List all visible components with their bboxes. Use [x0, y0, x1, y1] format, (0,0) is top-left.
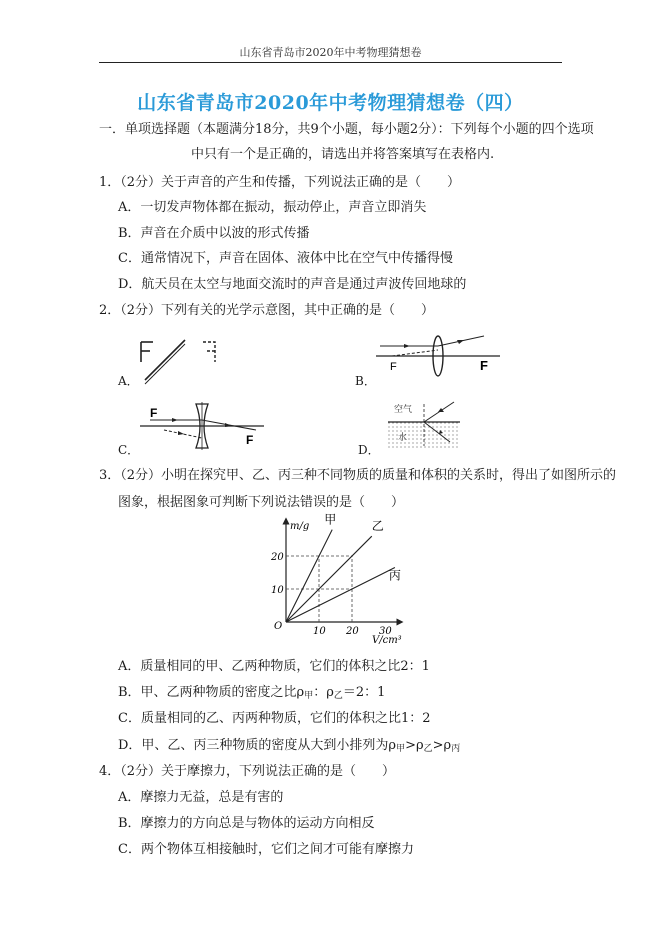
- q3-option-c: C．质量相同的乙、丙两种物质，它们的体积之比1：2: [118, 711, 431, 726]
- q2-d-air-label: 空气: [394, 405, 413, 415]
- q3-option-b: [118, 684, 385, 705]
- q3-stem-line2: 图象，根据图象可判断下列说法错误的是（ ）: [118, 495, 405, 510]
- q1-stem: 1．（2分）关于声音的产生和传播，下列说法正确的是（ ）: [99, 175, 461, 190]
- q3-option-b-sub-yi: 乙: [333, 691, 343, 701]
- series-label-0: 甲: [324, 512, 337, 527]
- q4-option-c: C．两个物体互相接触时，它们之间才可能有摩擦力: [118, 842, 414, 857]
- header-divider: [99, 62, 562, 63]
- q2-label-d: D．: [358, 443, 380, 457]
- q2-stem: 2．（2分）下列有关的光学示意图，其中正确的是（ ）: [99, 303, 435, 318]
- y-tick-label-10: 10: [271, 585, 284, 596]
- q3-option-b-text2: ：ρ: [313, 685, 334, 700]
- q3-option-d-text3: >ρ: [432, 738, 452, 753]
- q2-c-focus-right: F: [246, 433, 254, 447]
- q2-figure-c-concave-lens: [140, 400, 264, 450]
- q1-option-b: B．声音在介质中以波的形式传播: [118, 226, 310, 241]
- q3-option-d: [118, 737, 460, 758]
- q3-mass-volume-chart: [268, 512, 408, 650]
- x-tick-label-30: 30: [379, 626, 392, 637]
- q3-option-a: A．质量相同的甲、乙两种物质，它们的体积之比2：1: [118, 659, 430, 674]
- series-line-0: [286, 530, 332, 622]
- q2-d-water-label: 水: [398, 433, 408, 443]
- q3-option-d-sub-yi: 乙: [423, 744, 433, 754]
- q2-b-focus-right: F: [480, 358, 488, 373]
- q3-option-b-sub-jia: 甲: [304, 691, 314, 701]
- y-axis-label: m/g: [290, 521, 310, 532]
- q1-option-a: A．一切发声物体都在振动，振动停止，声音立即消失: [118, 200, 427, 215]
- x-axis-label: V/cm³: [372, 635, 402, 646]
- series-label-1: 乙: [371, 519, 384, 534]
- q3-option-d-sub-bing: 丙: [451, 744, 461, 754]
- q2-label-a: A．: [118, 374, 139, 388]
- q4-stem: 4．（2分）关于摩擦力，下列说法正确的是（ ）: [99, 764, 396, 779]
- q1-option-c: C．通常情况下，声音在固体、液体中比在空气中传播得慢: [118, 251, 453, 266]
- y-tick-label-20: 20: [271, 552, 284, 563]
- origin-label: O: [274, 621, 283, 632]
- section-instructions-line1: 一．单项选择题（本题满分18分，共9个小题，每小题2分）：下列每个小题的四个选项: [99, 122, 594, 137]
- series-line-2: [286, 568, 395, 622]
- q2-figure-b-convex-lens: [376, 334, 500, 384]
- page-header: 山东省青岛市2020年中考物理猜想卷: [239, 46, 422, 59]
- q3-option-d-sub-jia: 甲: [396, 744, 406, 754]
- q3-option-d-text2: >ρ: [405, 738, 424, 753]
- q2-b-focus-left: F: [390, 361, 397, 373]
- q3-option-b-text3: ＝2：1: [342, 685, 386, 700]
- q1-option-d: D．航天员在太空与地面交流时的声音是通过声波传回地球的: [118, 277, 467, 292]
- series-line-1: [286, 536, 372, 622]
- exam-title: 山东省青岛市2020年中考物理猜想卷（四）: [137, 92, 524, 114]
- q2-label-b: B．: [355, 374, 376, 388]
- series-label-2: 丙: [388, 568, 401, 583]
- q2-c-focus-left: F: [150, 406, 158, 420]
- q4-option-a: A．摩擦力无益，总是有害的: [118, 790, 284, 805]
- q3-option-d-text1: D．甲、乙、丙三种物质的密度从大到小排列为ρ: [118, 738, 397, 753]
- q2-label-c: C．: [118, 443, 140, 457]
- q4-option-b: B．摩擦力的方向总是与物体的运动方向相反: [118, 816, 375, 831]
- q3-stem-line1: 3．（2分）小明在探究甲、乙、丙三种不同物质的质量和体积的关系时，得出了如图所示的: [99, 468, 617, 483]
- x-tick-label-20: 20: [346, 626, 359, 637]
- q2-figure-d-refraction: [384, 398, 464, 450]
- x-tick-label-10: 10: [313, 626, 326, 637]
- section-instructions-line2: 中只有一个是正确的，请选出并将答案填写在表格内.: [191, 147, 495, 162]
- q2-figure-a-plane-mirror: [135, 336, 235, 384]
- q3-option-b-text1: B．甲、乙两种物质的密度之比ρ: [118, 685, 305, 700]
